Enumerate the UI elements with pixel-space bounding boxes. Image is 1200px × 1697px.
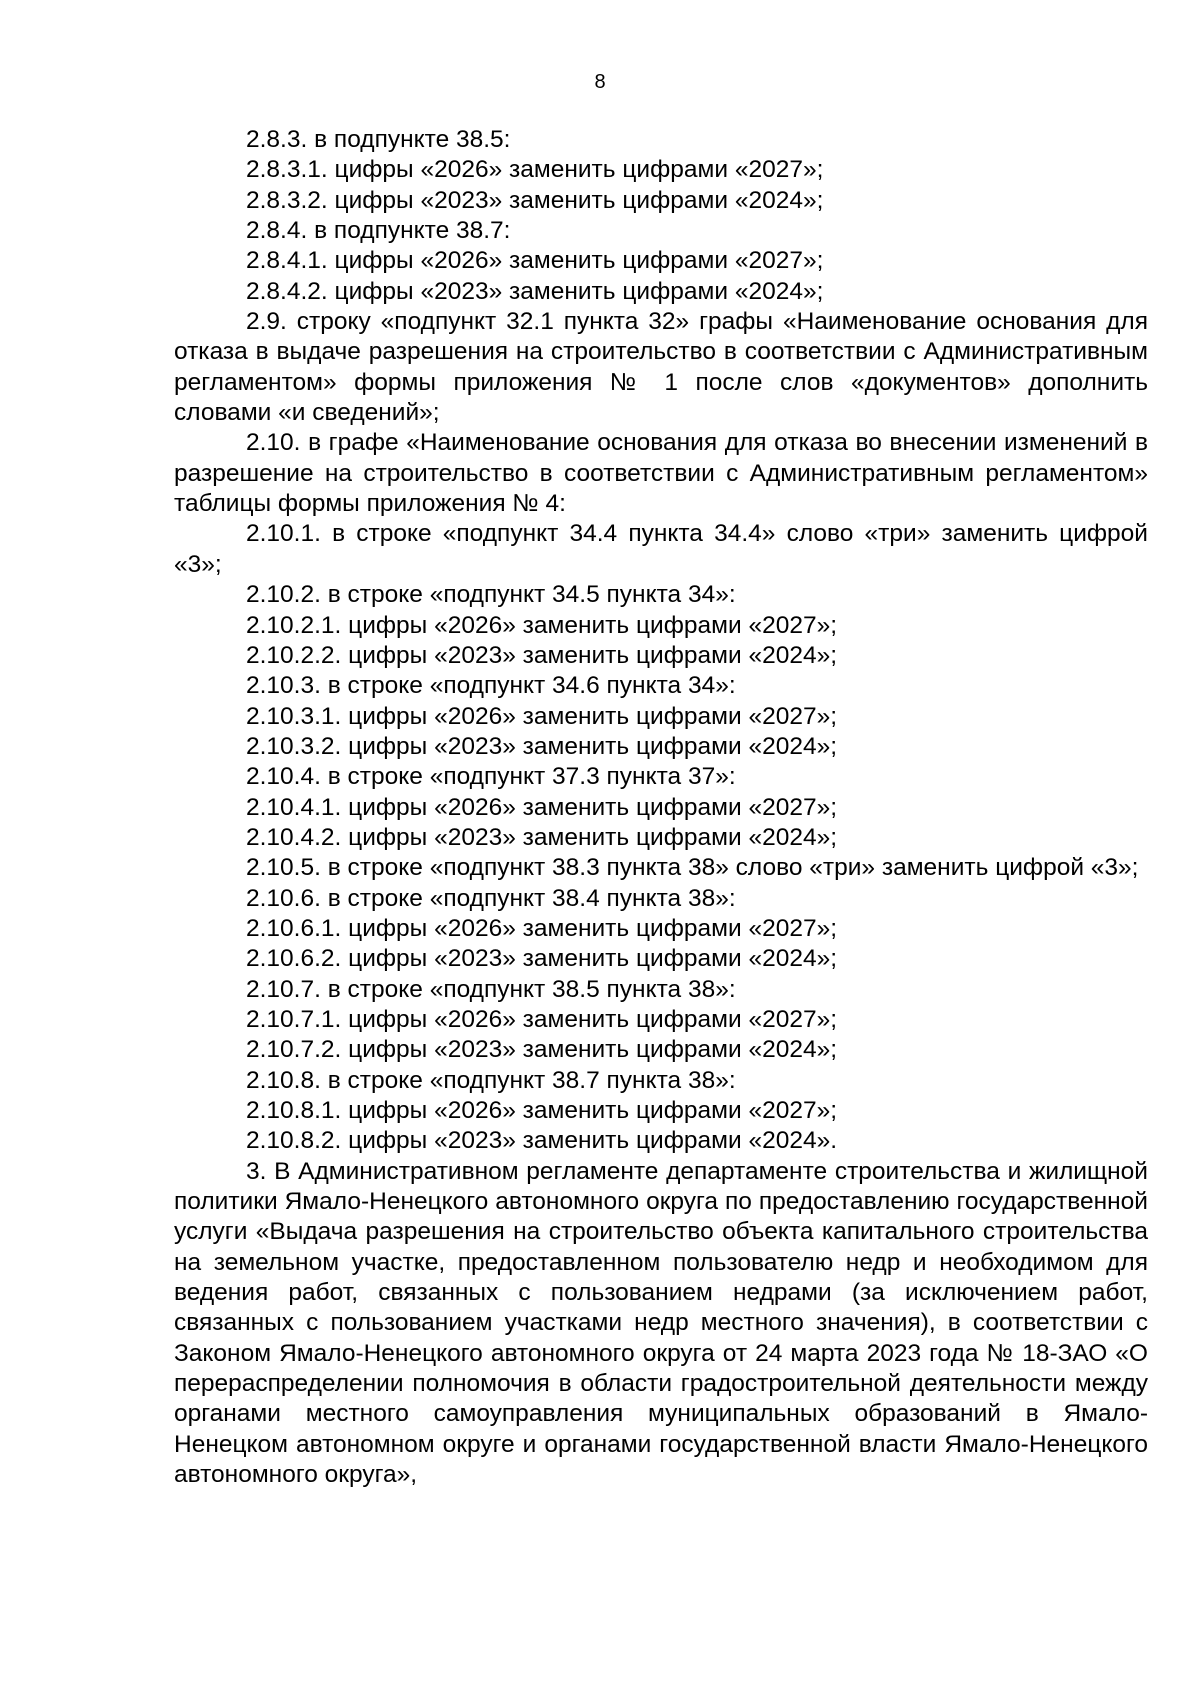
paragraph: 2.9. строку «подпункт 32.1 пункта 32» графы «Наименование основания для отказа в выдаче разрешения на строительство в соответствии с Административным регламентом» формы приложения № 1 после слов «документов» дополнить словами «и сведений»; bbox=[174, 308, 1148, 427]
paragraph: 2.10.6.1. цифры «2026» заменить цифрами «2027»; bbox=[246, 914, 838, 942]
paragraph: 2.10.3.1. цифры «2026» заменить цифрами «2027»; bbox=[246, 702, 838, 730]
paragraph: 2.10.2. в строке «подпункт 34.5 пункта 34»: bbox=[246, 581, 736, 609]
paragraph: 2.10.2.1. цифры «2026» заменить цифрами «2027»; bbox=[246, 611, 838, 639]
paragraph: 2.10.2.2. цифры «2023» заменить цифрами «2024»; bbox=[246, 641, 838, 669]
paragraph: 2.10. в графе «Наименование основания для отказа во внесении изменений в разрешение на строительство в соответствии с Административным регламентом» таблицы формы приложения № 4: bbox=[174, 429, 1148, 518]
paragraph: 2.10.3. в строке «подпункт 34.6 пункта 34»: bbox=[246, 672, 736, 700]
paragraph: 2.8.4.1. цифры «2026» заменить цифрами «2027»; bbox=[246, 247, 824, 275]
paragraph: 2.10.4.2. цифры «2023» заменить цифрами «2024»; bbox=[246, 823, 838, 851]
paragraph: 2.10.8. в строке «подпункт 38.7 пункта 38»: bbox=[246, 1066, 736, 1094]
paragraph: 2.10.8.2. цифры «2023» заменить цифрами «2024». bbox=[246, 1127, 838, 1155]
document-body bbox=[174, 125, 1148, 1490]
paragraph: 2.10.7.2. цифры «2023» заменить цифрами «2024»; bbox=[246, 1036, 838, 1064]
paragraph: 2.10.4. в строке «подпункт 37.3 пункта 37»: bbox=[246, 763, 736, 791]
paragraph: 2.10.4.1. цифры «2026» заменить цифрами «2027»; bbox=[246, 793, 838, 821]
paragraph: 2.10.7. в строке «подпункт 38.5 пункта 38»: bbox=[246, 975, 736, 1003]
paragraph: 2.10.6. в строке «подпункт 38.4 пункта 38»: bbox=[246, 884, 736, 912]
paragraph: 2.10.7.1. цифры «2026» заменить цифрами «2027»; bbox=[246, 1005, 838, 1033]
paragraph: 2.10.6.2. цифры «2023» заменить цифрами «2024»; bbox=[246, 945, 838, 973]
paragraph: 2.8.3.1. цифры «2026» заменить цифрами «2027»; bbox=[246, 156, 824, 184]
paragraph: 2.10.8.1. цифры «2026» заменить цифрами «2027»; bbox=[246, 1097, 838, 1124]
paragraph: 3. В Административном регламенте департаменте строительства и жилищной политики Ямало-Ненецкого автономного округа по предоставлению государственной услуги «Выдача разрешения на строительство объекта капитального строительства на земельном участке, предоставленном пользователю недр и необходимом для ведения работ, связанных с пользованием недрами (за исключением работ, связанных с пользованием участками недр местного значения), в соответствии с Законом Ямало-Ненецкого автономного округа от 24 марта 2023 года № 18-ЗАО «О перераспределении полномочия в области градостроительной деятельности между органами местного самоуправления муниципальных образований в Ямало-Ненецком автономном округе и органами государственной власти Ямало-Ненецкого автономного округа», bbox=[174, 1157, 1148, 1489]
page-number: 8 bbox=[594, 71, 606, 93]
paragraph: 2.10.5. в строке «подпункт 38.3 пункта 38» слово «три» заменить цифрой «3»; bbox=[246, 854, 1139, 882]
paragraph: 2.8.4.2. цифры «2023» заменить цифрами «2024»; bbox=[246, 277, 824, 305]
paragraph: 2.10.1. в строке «подпункт 34.4 пункта 34.4» слово «три» заменить цифрой «3»; bbox=[174, 520, 1148, 578]
paragraph: 2.8.4. в подпункте 38.7: bbox=[246, 217, 511, 245]
paragraph: 2.10.3.2. цифры «2023» заменить цифрами «2024»; bbox=[246, 732, 838, 760]
paragraph: 2.8.3.2. цифры «2023» заменить цифрами «2024»; bbox=[246, 186, 824, 214]
paragraph: 2.8.3. в подпункте 38.5: bbox=[246, 126, 511, 153]
